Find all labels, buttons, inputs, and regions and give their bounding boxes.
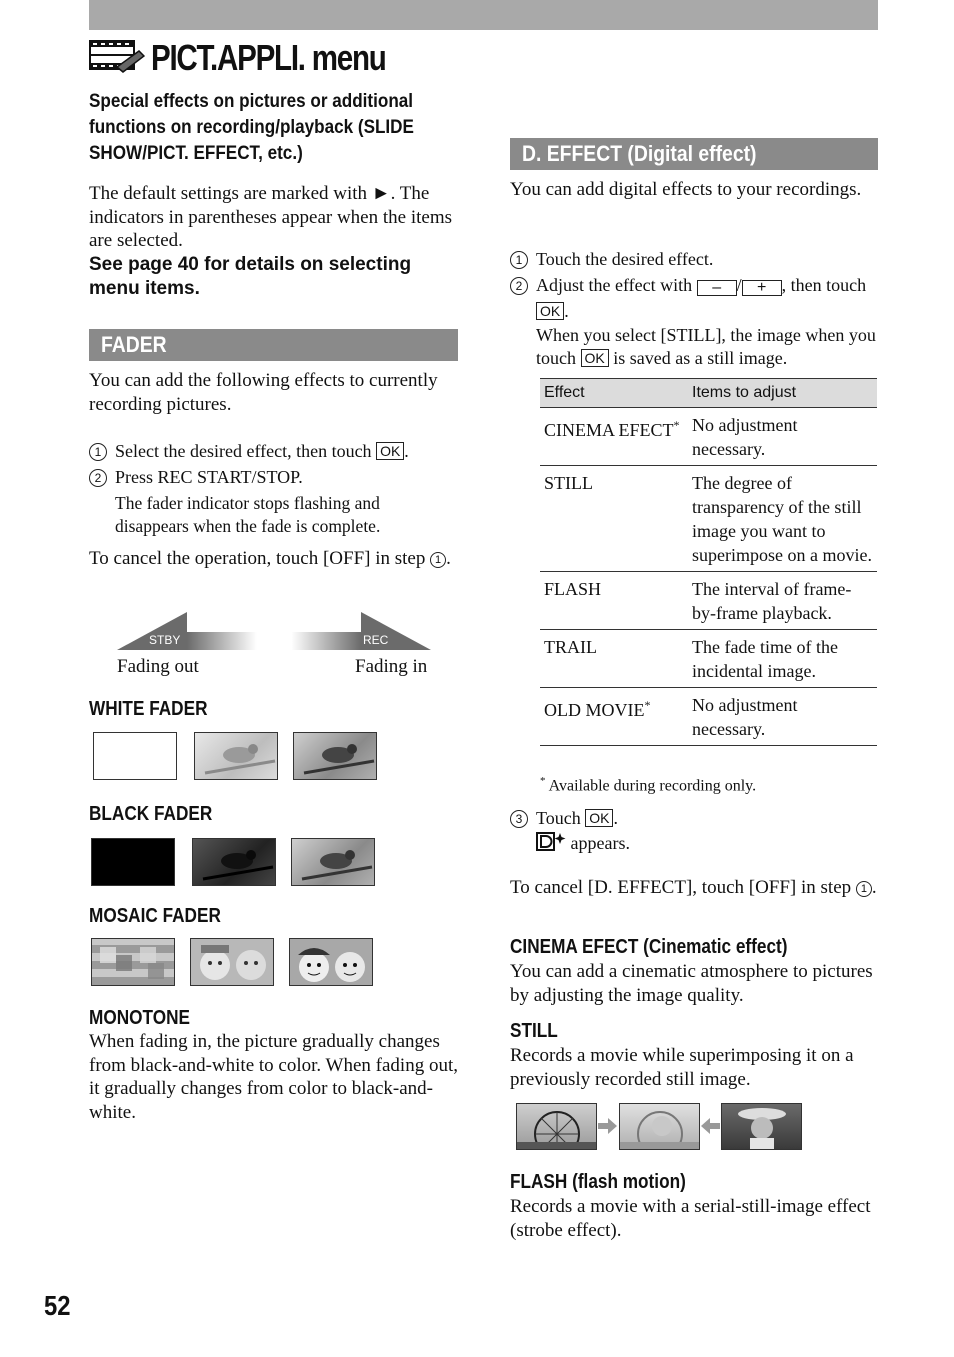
defaults-note: The default settings are marked with ►. The indicators in parentheses appear when the items are selected. (89, 183, 452, 251)
fader-section-heading: FADER (89, 329, 458, 361)
black-fader-frame-2 (192, 838, 276, 886)
monotone-heading: MONOTONE (89, 1007, 190, 1029)
table-cell-effect: FLASH (540, 572, 688, 630)
table-row (540, 630, 877, 688)
table-cell-effect: TRAIL (540, 630, 688, 688)
table-row (540, 688, 877, 746)
table-footnote: * Available during recording only. (540, 775, 757, 795)
see-page-note: See page 40 for details on selecting menu items. (89, 254, 412, 299)
table-row (540, 466, 877, 572)
deffect-body: You can add digital effects to your recordings. (510, 179, 862, 200)
still-frame-ferris-wheel (516, 1103, 597, 1150)
ok-button-icon: OK (536, 302, 564, 320)
mosaic-fader-frame-1 (91, 938, 175, 986)
table-row (540, 408, 877, 466)
fader-cancel: To cancel the operation, touch [OFF] in step 1 . (89, 548, 451, 569)
mosaic-fader-heading: MOSAIC FADER (89, 905, 221, 927)
effect-table (540, 378, 877, 746)
white-fader-heading: WHITE FADER (89, 698, 208, 720)
table-cell-items: No adjustment necessary. (688, 408, 877, 466)
fader-step-2-note: The fader indicator stops flashing and disappears when the fade is complete. (115, 493, 381, 536)
table-cell-effect: OLD MOVIE* (540, 688, 688, 746)
header-bar (89, 0, 878, 30)
ok-button-icon: OK (581, 349, 609, 367)
minus-button-icon: – (697, 280, 737, 296)
black-fader-frame-1 (91, 838, 175, 886)
monotone-body: When fading in, the picture gradually changes from black-and-white to color. When fading out, it gradually changes from color to black-and-white. (89, 1031, 458, 1123)
deffect-section-heading: D. EFFECT (Digital effect) (510, 138, 878, 170)
mosaic-fader-frame-3 (289, 938, 373, 986)
flash-heading: FLASH (flash motion) (510, 1171, 686, 1193)
table-cell-items: The degree of transparency of the still image you want to superimpose on a movie. (688, 466, 877, 572)
ok-button-icon: OK (585, 809, 613, 827)
mosaic-fader-frame-2 (190, 938, 274, 986)
deffect-cancel: To cancel [D. EFFECT], touch [OFF] in step 1 . (510, 877, 877, 898)
still-frame-superimposed (619, 1103, 700, 1150)
arrow-left-icon (701, 1118, 721, 1139)
deffect-step-2-ok: OK . (536, 300, 876, 323)
pict-appli-film-icon (89, 39, 145, 78)
table-header-row (540, 379, 877, 408)
deffect-step-3: 3 Touch OK . (510, 807, 878, 830)
page-title (89, 38, 437, 78)
still-frame-movie (721, 1103, 802, 1150)
black-fader-heading: BLACK FADER (89, 803, 213, 825)
cinema-efect-heading: CINEMA EFECT (Cinematic effect) (510, 936, 788, 958)
table-cell-items: No adjustment necessary. (688, 688, 877, 746)
fading-in-label: Fading in (355, 656, 428, 677)
table-row (540, 572, 877, 630)
white-fader-frame-1 (93, 732, 177, 780)
table-cell-effect: STILL (540, 466, 688, 572)
white-fader-frame-2 (194, 732, 278, 780)
fading-out-label: Fading out (117, 656, 199, 677)
deffect-step-3-indicator: appears. (536, 832, 876, 858)
intro-subtitle: Special effects on pictures or additional functions on recording/playback (SLIDE SHOW/PICT. EFFECT, etc.) (89, 91, 414, 164)
table-cell-items: The fade time of the incidental image. (688, 630, 877, 688)
page-title-text: PICT.APPLI. menu (151, 37, 386, 78)
plus-button-icon: + (742, 280, 782, 296)
deffect-step-1: 1 Touch the desired effect. (510, 248, 878, 271)
digital-effect-indicator-icon (536, 832, 566, 858)
white-fader-frame-3 (293, 732, 377, 780)
fader-step-2: 2 Press REC START/STOP. (89, 466, 459, 489)
ok-button-icon: OK (376, 442, 404, 460)
table-cell-effect: CINEMA EFECT* (540, 408, 688, 466)
arrow-right-icon (598, 1118, 618, 1139)
fade-diagram (117, 612, 431, 652)
page-number: 52 (44, 1290, 71, 1321)
table-cell-items: The interval of frame-by-frame playback. (688, 572, 877, 630)
flash-body: Records a movie with a serial-still-image effect (strobe effect). (510, 1196, 871, 1241)
deffect-step-2-note: When you select [STILL], the image when you touch OK is saved as a still image. (536, 325, 876, 368)
table-header-effect: Effect (540, 379, 688, 408)
fader-body: You can add the following effects to currently recording pictures. (89, 370, 438, 415)
black-fader-frame-3 (291, 838, 375, 886)
still-heading: STILL (510, 1020, 558, 1042)
rec-label: REC (363, 633, 389, 647)
stby-label: STBY (149, 633, 181, 647)
cinema-efect-body: You can add a cinematic atmosphere to pictures by adjusting the image quality. (510, 961, 873, 1006)
table-header-items: Items to adjust (688, 379, 877, 408)
still-body: Records a movie while superimposing it on a previously recorded still image. (510, 1045, 854, 1090)
fader-step-1: 1 Select the desired effect, then touch OK . (89, 440, 459, 463)
deffect-step-2: 2 Adjust the effect with – / + , then touch (510, 274, 878, 297)
